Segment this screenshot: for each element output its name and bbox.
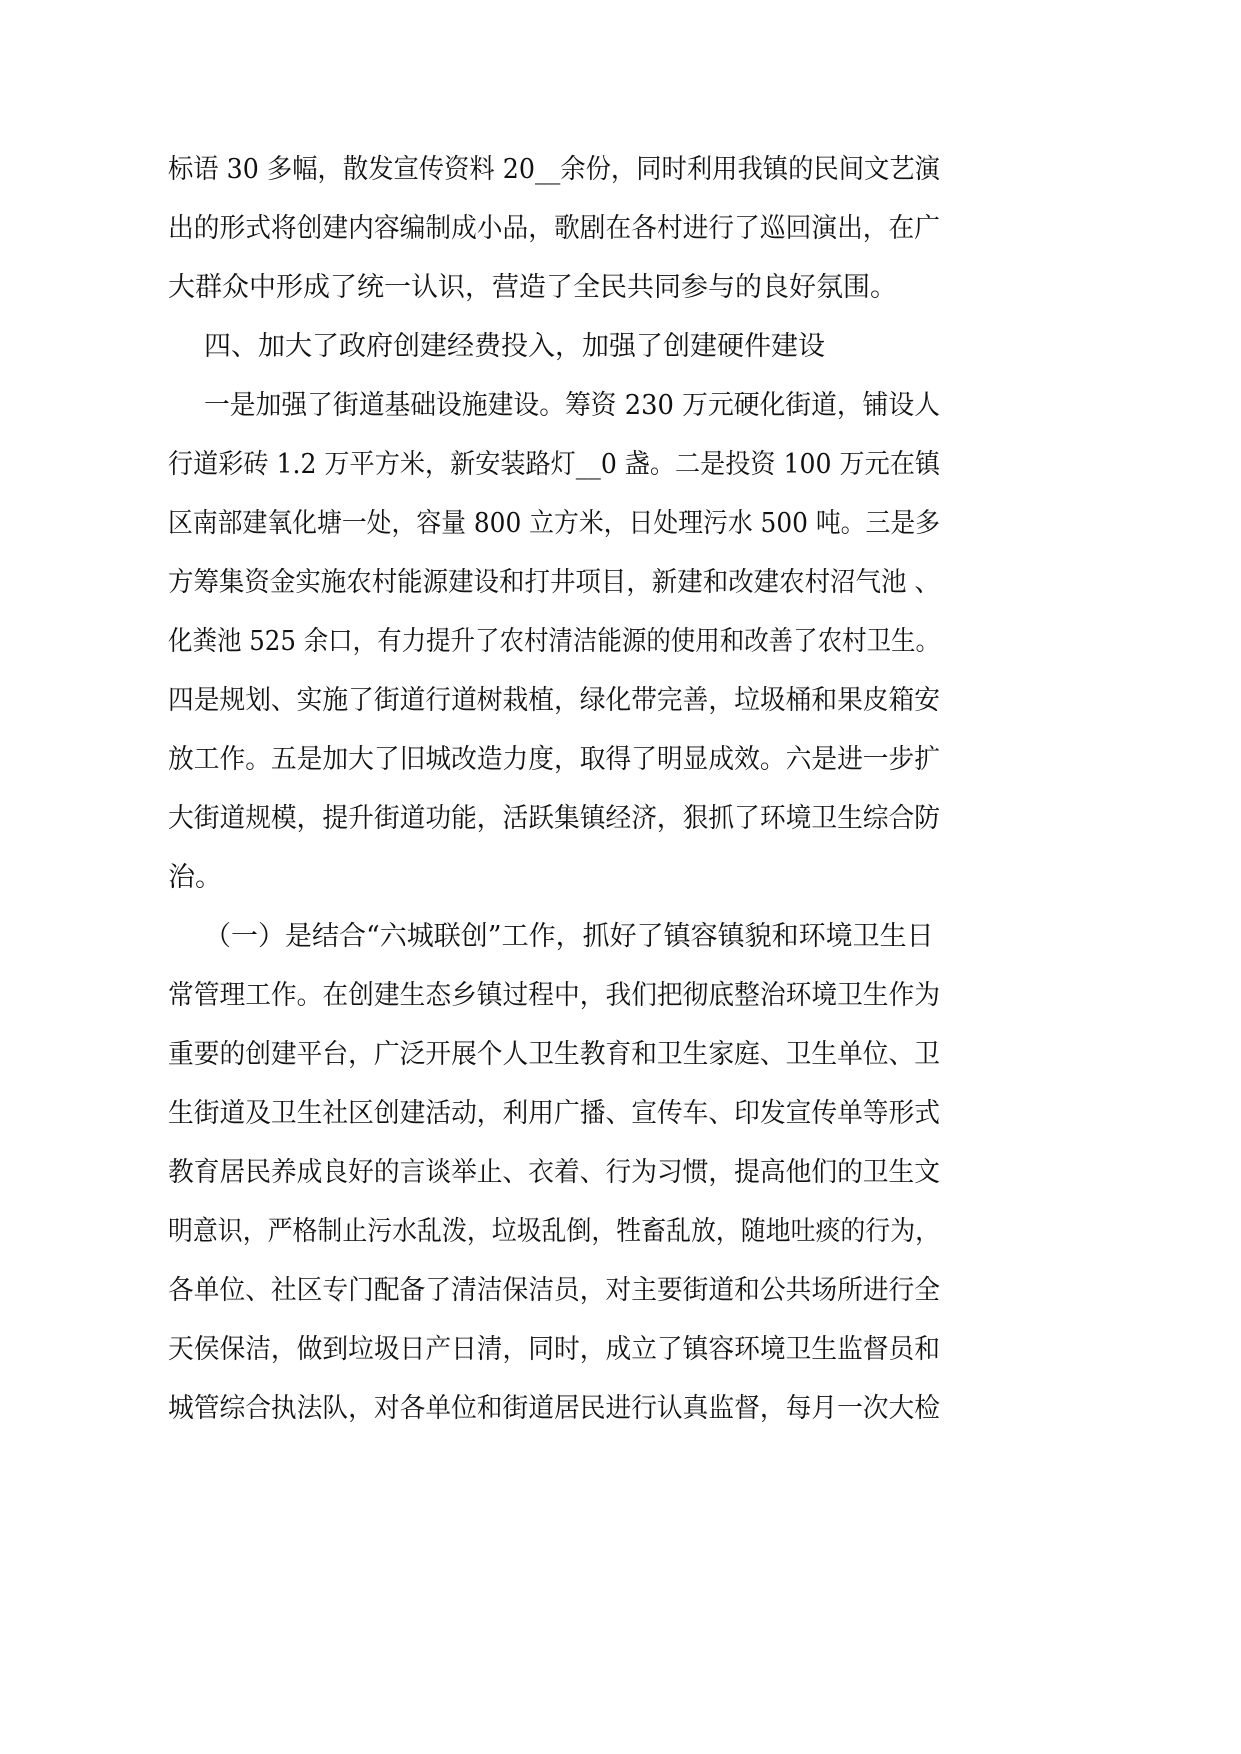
- text-line: [0, 209, 1241, 249]
- line-text: 常管理工作。在创建生态乡镇过程中，我们把彻底整治环境卫生作为: [168, 980, 940, 1011]
- text-line: [0, 1094, 1241, 1134]
- text-line: [0, 1212, 1241, 1252]
- text-line: [0, 799, 1241, 839]
- line-text: 城管综合执法队，对各单位和街道居民进行认真监督，每月一次大检: [168, 1393, 940, 1424]
- line-text: 四、加大了政府创建经费投入，加强了创建硬件建设: [204, 331, 825, 362]
- line-text: 化粪池 525 余口，有力提升了农村清洁能源的使用和改善了农村卫生。: [168, 626, 940, 657]
- line-text: 一是加强了街道基础设施建设。筹资 230 万元硬化街道，铺设人: [204, 390, 940, 421]
- line-text: 标语 30 多幅，散发宣传资料 20__余份，同时利用我镇的民间文艺演: [168, 154, 940, 185]
- text-line: [0, 268, 1241, 308]
- line-text: 重要的创建平台，广泛开展个人卫生教育和卫生家庭、卫生单位、卫: [168, 1039, 940, 1070]
- line-text: 生街道及卫生社区创建活动，利用广播、宣传车、印发宣传单等形式: [168, 1098, 940, 1129]
- line-text: 大群众中形成了统一认识，营造了全民共同参与的良好氛围。: [168, 272, 897, 303]
- line-text: 行道彩砖 1.2 万平方米，新安装路灯__0 盏。二是投资 100 万元在镇: [168, 449, 940, 480]
- line-text: 治。: [168, 862, 222, 893]
- text-line: [0, 976, 1241, 1016]
- text-line: [0, 1271, 1241, 1311]
- line-text: 放工作。五是加大了旧城改造力度，取得了明显成效。六是进一步扩: [168, 744, 940, 775]
- text-line: [0, 681, 1241, 721]
- line-text: 出的形式将创建内容编制成小品，歌剧在各村进行了巡回演出，在广: [168, 213, 940, 244]
- line-text: 教育居民养成良好的言谈举止、衣着、行为习惯，提高他们的卫生文: [168, 1157, 940, 1188]
- line-text: 大街道规模，提升街道功能，活跃集镇经济，狠抓了环境卫生综合防: [168, 803, 940, 834]
- text-line: [0, 386, 1241, 426]
- line-text: 四是规划、实施了街道行道树栽植，绿化带完善，垃圾桶和果皮箱安: [168, 685, 940, 716]
- text-line: [0, 1330, 1241, 1370]
- line-text: 区南部建氧化塘一处，容量 800 立方米，日处理污水 500 吨。三是多: [168, 508, 940, 539]
- text-line: [0, 563, 1241, 603]
- text-line: [0, 150, 1241, 190]
- text-line: [0, 622, 1241, 662]
- line-text: 方筹集资金实施农村能源建设和打井项目，新建和改建农村沼气池 、: [168, 567, 940, 598]
- text-line: [0, 740, 1241, 780]
- text-line: [0, 917, 1241, 957]
- text-line: [0, 504, 1241, 544]
- text-line: [0, 1389, 1241, 1429]
- text-line: [0, 445, 1241, 485]
- line-text: 天侯保洁，做到垃圾日产日清，同时，成立了镇容环境卫生监督员和: [168, 1334, 940, 1365]
- text-line: [0, 1035, 1241, 1075]
- text-line: [0, 1153, 1241, 1193]
- text-line: [0, 858, 1241, 898]
- line-text: 各单位、社区专门配备了清洁保洁员，对主要街道和公共场所进行全: [168, 1275, 940, 1306]
- section-heading: [0, 327, 1241, 367]
- line-text: （一）是结合“六城联创”工作，抓好了镇容镇貌和环境卫生日: [204, 921, 934, 952]
- line-text: 明意识，严格制止污水乱泼，垃圾乱倒，牲畜乱放，随地吐痰的行为，: [168, 1216, 940, 1247]
